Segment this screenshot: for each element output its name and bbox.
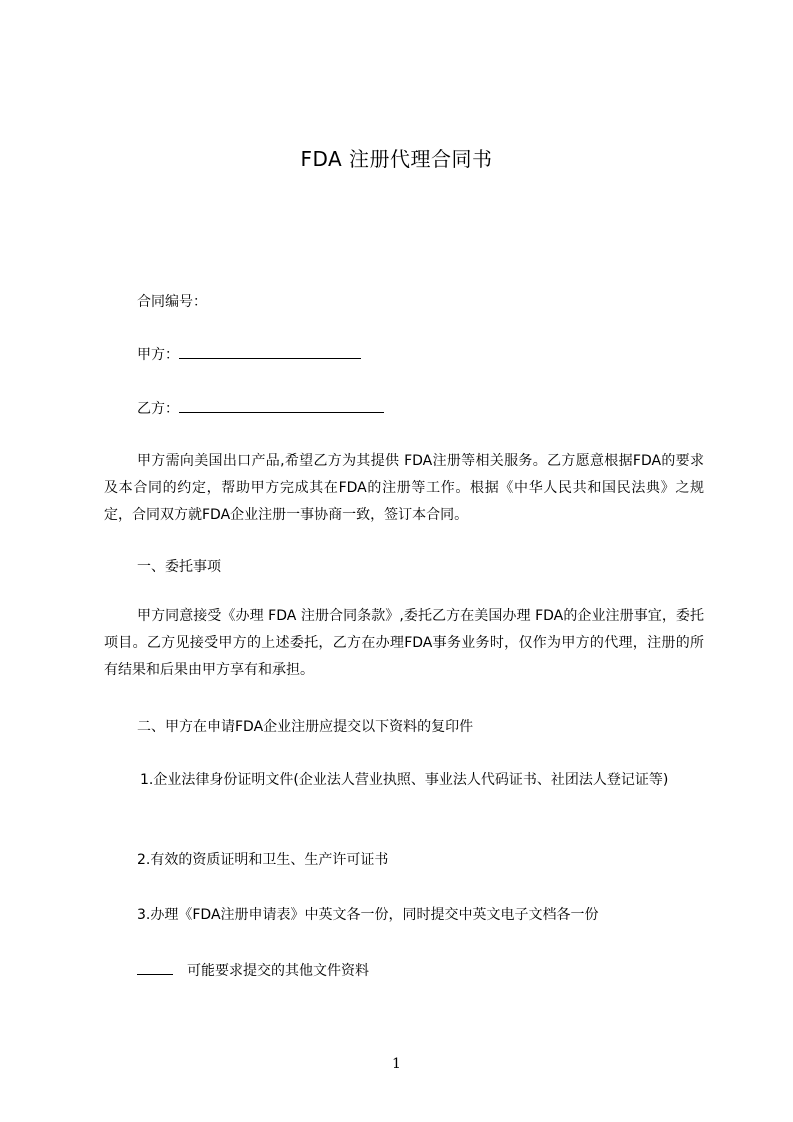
contract-number-label: 合同编号：	[137, 294, 207, 310]
party-a-line	[137, 344, 361, 365]
section-1-paragraph: 甲方同意接受《办理 FDA 注册合同条款》,委托乙方在美国办理 FDA的企业注册事宜，委托项目。乙方见接受甲方的上述委托，乙方在办理FDA事务业务时，仅作为甲方的代理，注册的所有结果和后果由甲方享有和承担。	[104, 608, 704, 678]
document-title: FDA 注册代理合同书	[300, 147, 493, 171]
list-item-4-text: 可能要求提交的其他文件资料	[187, 963, 369, 979]
list-item-1: 1.企业法律身份证明文件(企业法人营业执照、事业法人代码证书、社团法人登记证等)	[140, 772, 669, 788]
party-b-label: 乙方：	[137, 401, 179, 417]
party-b-blank[interactable]	[179, 398, 384, 413]
list-item-4	[137, 960, 369, 981]
page-number: 1	[392, 1056, 401, 1072]
party-a-blank[interactable]	[179, 344, 361, 359]
list-item-2: 2.有效的资质证明和卫生、生产许可证书	[137, 852, 389, 868]
party-b-line	[137, 398, 384, 419]
list-item-4-blank[interactable]	[137, 960, 173, 975]
intro-paragraph: 甲方需向美国出口产品,希望乙方为其提供 FDA注册等相关服务。乙方愿意根据FDA的要求及本合同的约定，帮助甲方完成其在FDA的注册等工作。根据《中华人民共和国民法典》之规定，合同双方就FDA企业注册一事协商一致，签订本合同。	[104, 453, 704, 523]
list-item-3: 3.办理《FDA注册申请表》中英文各一份，同时提交中英文电子文档各一份	[137, 907, 599, 923]
section-1-heading: 一、委托事项	[137, 559, 221, 575]
party-a-label: 甲方：	[137, 347, 179, 363]
section-2-heading: 二、甲方在申请FDA企业注册应提交以下资料的复印件	[137, 719, 474, 735]
